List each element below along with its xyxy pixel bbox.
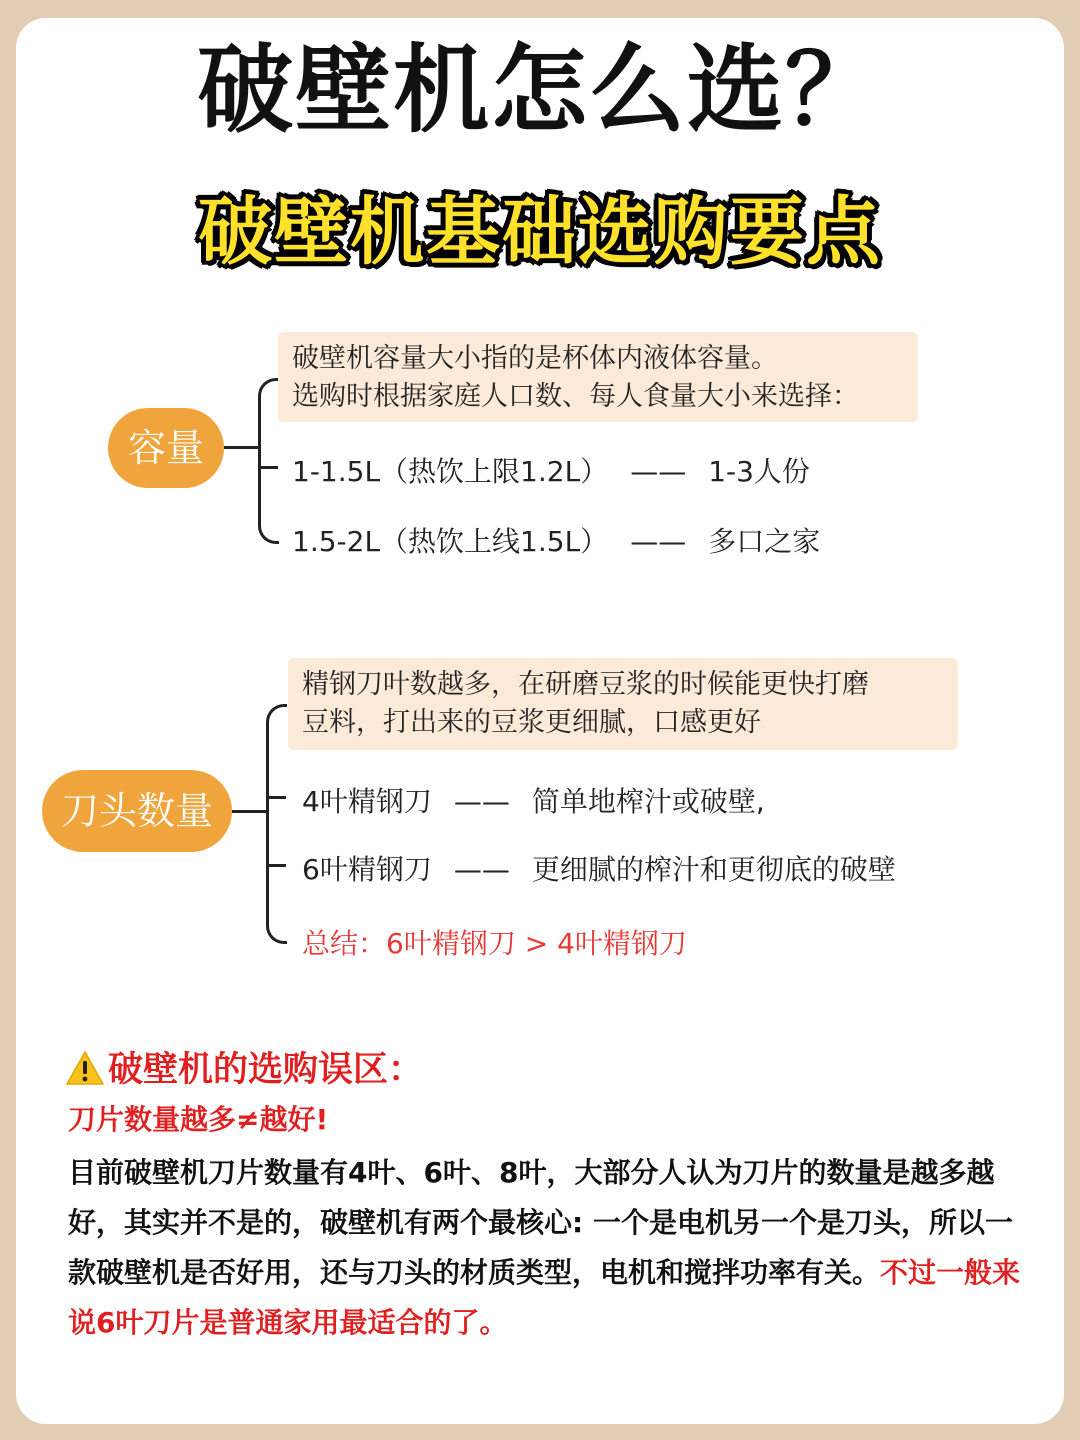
capacity-note-line-1: 破壁机容量大小指的是杯体内液体容量。 — [292, 343, 778, 374]
capacity-connector — [224, 446, 258, 449]
warning-icon — [66, 1050, 104, 1086]
capacity-item-1-size: 1-1.5L（热饮上限1.2L） — [292, 455, 609, 488]
warning-body-highlight: 不过一般来说6叶刀片是普通家用最适合的了。 — [68, 1256, 1021, 1339]
capacity-item-2 — [292, 520, 820, 560]
blades-note — [288, 658, 958, 750]
blades-tick-1 — [266, 796, 286, 799]
blades-item-1-use: 简单地榨汁或破壁, — [531, 785, 765, 818]
warning-title: 破壁机的选购误区： — [108, 1050, 424, 1090]
capacity-node — [108, 408, 224, 488]
capacity-note-line-2: 选购时根据家庭人口数、每人食量大小来选择： — [292, 381, 859, 412]
warning-subtitle: 刀片数量越多≠越好! — [68, 1103, 329, 1136]
capacity-item-2-people: 多口之家 — [708, 525, 821, 558]
capacity-item-1-people: 1-3人份 — [708, 455, 810, 488]
page-subtitle: 破壁机基础选购要点 — [198, 189, 882, 275]
dash: —— — [453, 853, 510, 886]
capacity-label: 容量 — [127, 426, 204, 470]
blades-item-2-type: 6叶精钢刀 — [302, 853, 432, 886]
warning-body-text: 目前破壁机刀片数量有4叶、6叶、8叶，大部分人认为刀片的数量是越多越好，其实并不是的，破壁机有两个最核心: 一个是电机另一个是刀头，所以一款破壁机是否好用，还与刀头的材质类型，电机和搅拌功率有关。 — [68, 1156, 1013, 1289]
capacity-tick-1 — [258, 466, 278, 469]
capacity-note — [278, 332, 918, 422]
warning-body — [68, 1148, 1028, 1348]
blades-node — [42, 770, 232, 852]
blades-connector — [232, 810, 266, 813]
dash: —— — [630, 525, 687, 558]
blades-item-2-use: 更细腻的榨汁和更彻底的破壁 — [531, 853, 896, 886]
blades-note-line-1: 精钢刀叶数越多，在研磨豆浆的时候能更快打磨 — [302, 669, 869, 700]
blades-item-2 — [302, 848, 896, 888]
blades-note-line-2: 豆料，打出来的豆浆更细腻，口感更好 — [302, 707, 761, 738]
blades-summary: 总结：6叶精钢刀 > 4叶精钢刀 — [302, 927, 687, 960]
page-title: 破壁机怎么选？ — [197, 34, 883, 146]
dash: —— — [453, 785, 510, 818]
blades-label: 刀头数量 — [60, 789, 213, 833]
blades-item-1-type: 4叶精钢刀 — [302, 785, 432, 818]
capacity-item-1 — [292, 450, 810, 490]
capacity-item-2-size: 1.5-2L（热饮上线1.5L） — [292, 525, 609, 558]
warning-heading — [66, 1042, 423, 1092]
blades-bracket — [266, 704, 287, 944]
blades-tick-2 — [266, 864, 286, 867]
blades-item-1 — [302, 780, 765, 820]
capacity-bracket — [258, 378, 279, 544]
dash: —— — [630, 455, 687, 488]
